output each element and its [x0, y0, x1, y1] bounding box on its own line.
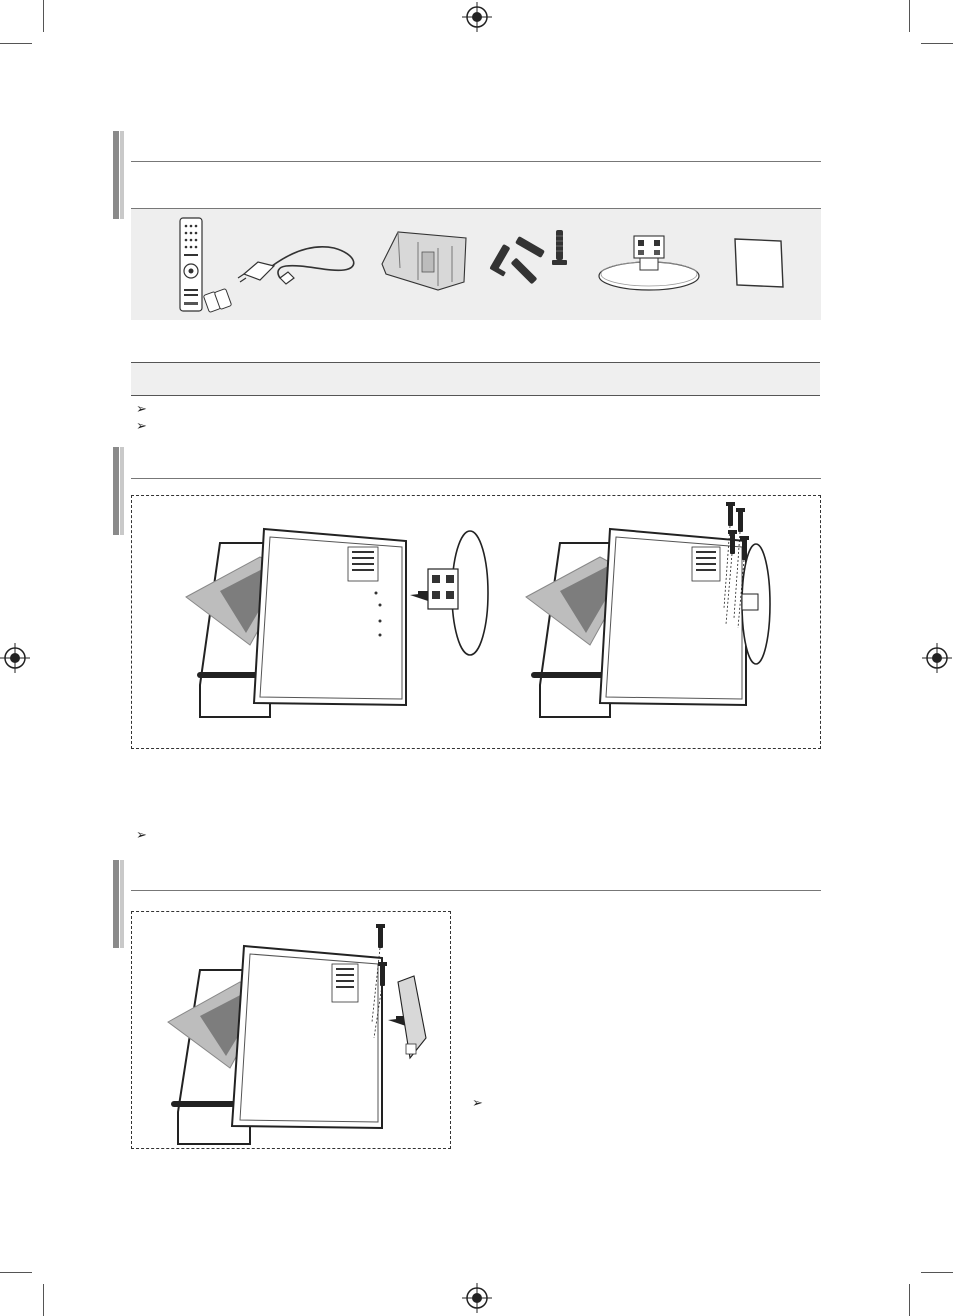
crop-mark — [0, 1272, 32, 1273]
note-arrow-icon: ➢ — [472, 1095, 483, 1110]
remote-control-icon — [176, 216, 234, 314]
section-divider — [131, 161, 821, 162]
crop-mark — [43, 0, 44, 32]
crop-mark — [909, 0, 910, 32]
cover-bottom-icon — [378, 224, 470, 294]
registration-mark-right-icon — [922, 643, 952, 673]
stand-attach-illustration-2 — [520, 498, 800, 745]
registration-mark-left-icon — [0, 643, 30, 673]
note-arrow-icon: ➢ — [136, 401, 147, 416]
note-arrow-icon: ➢ — [136, 827, 147, 842]
screws-icon — [486, 226, 576, 298]
crop-mark — [921, 1272, 953, 1273]
note-arrow-icon: ➢ — [136, 418, 147, 433]
stand-icon — [594, 230, 704, 294]
section-bar-stand — [113, 447, 119, 535]
section-bar-cover — [113, 860, 119, 948]
cleaning-cloth-icon — [733, 237, 785, 289]
registration-mark-top-icon — [462, 2, 492, 32]
section-divider — [131, 478, 821, 479]
crop-mark — [909, 1284, 910, 1316]
section-bar-accessories — [113, 131, 119, 219]
crop-mark — [921, 43, 953, 44]
section-divider — [131, 890, 821, 891]
crop-mark — [0, 43, 32, 44]
registration-mark-bottom-icon — [462, 1283, 492, 1313]
power-cord-icon — [234, 236, 364, 292]
stand-attach-illustration-1 — [180, 505, 500, 745]
crop-mark — [43, 1284, 44, 1316]
batteries-icon — [203, 288, 231, 312]
cover-attach-illustration — [160, 918, 446, 1146]
accessory-label-row — [131, 362, 820, 396]
